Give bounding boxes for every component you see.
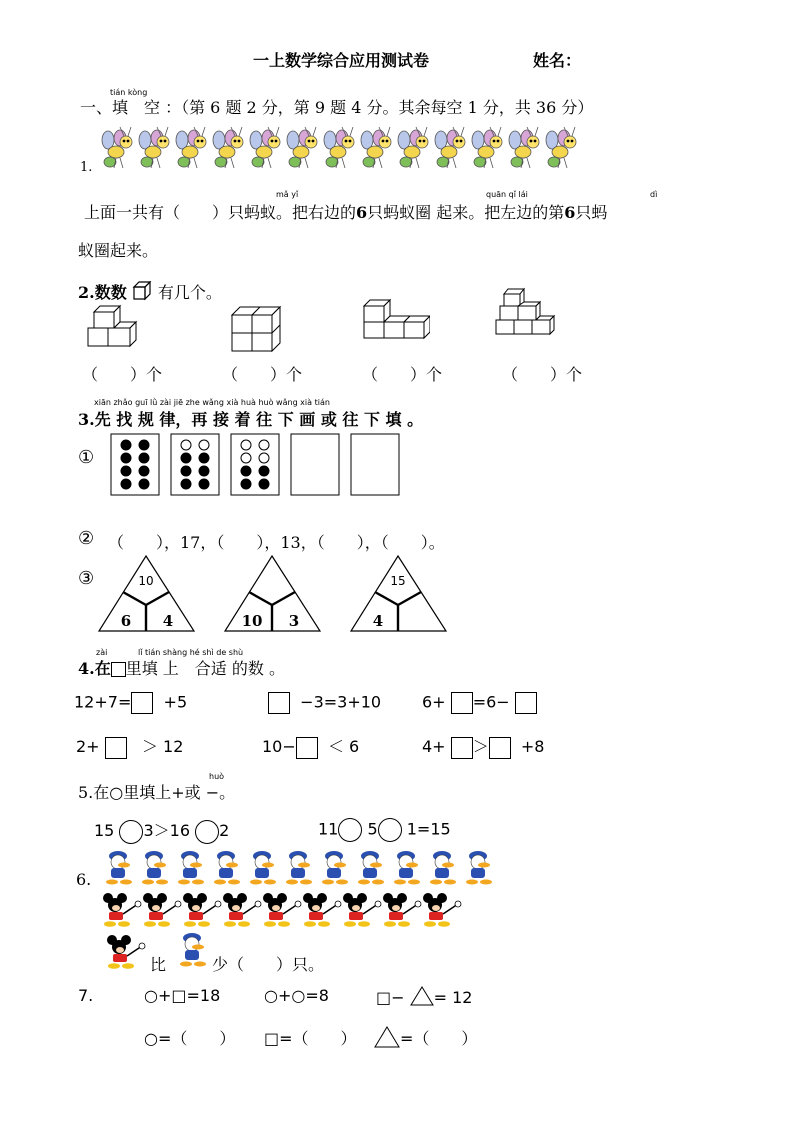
q5-label: 5.在○里填上+或 −。 <box>78 783 236 802</box>
q2-answer-2[interactable]: （ ）个 <box>222 365 303 384</box>
answer-circle[interactable] <box>119 820 143 844</box>
q3-label <box>78 407 423 430</box>
answer-box[interactable] <box>489 737 511 759</box>
answer-box[interactable] <box>515 692 537 714</box>
triangle-top-number[interactable]: 10 <box>138 574 154 588</box>
ant-icon <box>509 127 539 168</box>
cube-figure-3 <box>360 296 430 344</box>
donald-duck-icon <box>250 851 276 885</box>
pattern-dot <box>259 479 269 489</box>
dot-pattern <box>110 433 430 497</box>
q4-r2b: ＞ 12 <box>141 737 184 756</box>
answer-box[interactable] <box>451 692 473 714</box>
pinyin-mayi: mǎ yǐ <box>276 190 299 199</box>
q7-e3a: □− <box>376 988 405 1007</box>
q7-ans-2[interactable]: □=（ ） <box>264 1029 357 1048</box>
ant-icon <box>398 127 428 168</box>
q2-answer-3[interactable]: （ ）个 <box>362 365 443 384</box>
q4-r1a: 12+7= <box>74 692 132 712</box>
q1-text-a: 上面一共有（ ）只蚂蚁。把右边的 <box>84 203 357 222</box>
donald-duck-icon <box>358 851 384 885</box>
q1-text-c: 只蚂蚁圈 起来。把左边的第 <box>367 203 565 222</box>
q7-a3: =（ ） <box>400 1029 478 1048</box>
mickey-mouse-icon <box>223 893 261 927</box>
mickey-icon <box>104 934 148 970</box>
q4-label-b: 里填 上 合适 的数 。 <box>125 659 285 678</box>
pinyin-tiankong: tián kòng <box>110 88 148 97</box>
q5-e2a: 11 <box>318 819 339 839</box>
q5-e1b: 3＞16 <box>143 821 190 840</box>
q5-eq-1 <box>94 818 229 844</box>
q1-text-e: 只蚂 <box>575 203 608 222</box>
name-label: 姓名： <box>533 51 582 70</box>
q5-e2c: 1=15 <box>406 819 451 839</box>
donald-duck-icon <box>142 851 168 885</box>
ant-icon <box>324 127 354 168</box>
mickey-mouse-icon <box>103 893 141 927</box>
answer-box[interactable] <box>296 737 318 759</box>
answer-circle[interactable] <box>195 820 219 844</box>
pinyin-q4: lǐ tián shàng hé shì de shù <box>138 648 244 657</box>
pattern-dot <box>121 440 131 450</box>
answer-circle[interactable] <box>338 818 362 842</box>
mickey-mouse-icon <box>107 935 145 969</box>
q4-eq-2 <box>268 692 381 714</box>
q1-text-b: 6 <box>356 203 368 222</box>
pattern-dot <box>241 466 251 476</box>
ant-icon <box>435 127 465 168</box>
pattern-dot <box>121 453 131 463</box>
q3-circle-3: ③ <box>78 568 95 589</box>
q7-eq-1: ○+□=18 <box>144 986 221 1005</box>
q2-answer-1[interactable]: （ ）个 <box>82 365 163 384</box>
pattern-dot <box>241 440 251 450</box>
q7-number: 7. <box>78 986 94 1005</box>
donald-icon <box>172 930 212 970</box>
donald-duck-icon <box>394 851 420 885</box>
q7-eq-2: ○+○=8 <box>264 986 329 1005</box>
number-triangle <box>99 556 194 631</box>
q5-e1a: 15 <box>94 821 115 840</box>
pinyin-q3: xiān zhǎo guī lǜ zài jiē zhe wǎng xià huà huò wǎng xià tián <box>94 398 330 407</box>
ant-icon <box>287 127 317 168</box>
mickey-mouse-icon <box>143 893 181 927</box>
q3-sequence[interactable]: （ ），17，（ ），13，（ ），（ ）。 <box>108 533 445 552</box>
square-icon <box>111 662 126 677</box>
pattern-dot <box>181 479 191 489</box>
cube-figure-2 <box>228 305 284 353</box>
mickey-mouse-icon <box>183 893 221 927</box>
number-triangle <box>351 556 446 631</box>
mickey-mouse-icon <box>263 893 301 927</box>
pattern-dot <box>241 453 251 463</box>
q3-circle-1: ① <box>78 447 95 468</box>
q4-label-a: 4.在 <box>78 659 111 678</box>
q6-compare: 比 <box>150 955 167 974</box>
q6-answer[interactable]: 少（ ）只。 <box>212 955 325 974</box>
q4-r2c: 10− <box>262 737 296 756</box>
triangle-left-number[interactable]: 10 <box>241 612 263 630</box>
answer-box[interactable] <box>268 692 290 714</box>
q4-r2g: +8 <box>520 737 545 756</box>
donald-duck-icon <box>322 851 348 885</box>
pattern-dot <box>181 453 191 463</box>
triangle-right-number[interactable]: 3 <box>288 612 300 630</box>
q3-label-text: 3.先 找 规 律，再 接 着 往 下 画 或 往 下 填 。 <box>78 410 424 429</box>
donald-duck-icon <box>286 851 312 885</box>
pattern-dot <box>241 479 251 489</box>
section-heading: 一、填 空 ：（第 6 题 2 分，第 9 题 4 分。其余每空 1 分，共 36 分） <box>80 98 594 117</box>
q4-r2a: 2+ <box>76 737 100 756</box>
q4-r2e: 4+ <box>422 737 446 756</box>
donald-duck-icon <box>180 933 206 967</box>
q7-ans-3[interactable] <box>374 1026 477 1049</box>
triangle-left-number[interactable]: 6 <box>120 612 132 630</box>
pattern-dot <box>181 440 191 450</box>
pattern-dot <box>199 479 209 489</box>
ant-icon <box>472 127 502 168</box>
q4-r1b: +5 <box>163 692 188 712</box>
pattern-dot <box>199 440 209 450</box>
q2-tail: 有几个。 <box>157 283 222 302</box>
q4-eq-5 <box>262 734 359 759</box>
q1-line2: 蚁圈起来。 <box>78 241 159 260</box>
pattern-card[interactable] <box>351 434 399 495</box>
pinyin-huo: huò <box>209 772 225 781</box>
q1-line1 <box>84 200 607 223</box>
q4-label <box>78 656 285 679</box>
q4-eq-4 <box>76 734 183 759</box>
q4-eq-3 <box>422 692 537 714</box>
pattern-dot <box>139 479 149 489</box>
mickey-row <box>100 892 470 930</box>
mickey-mouse-icon <box>383 893 421 927</box>
q4-r1d: 6+ <box>422 692 446 712</box>
pattern-card <box>171 434 219 495</box>
donald-row <box>100 848 510 888</box>
q7-eq-3 <box>376 986 472 1007</box>
q4-r1e: =6− <box>472 692 510 712</box>
q3-circle-2: ② <box>78 528 95 549</box>
answer-circle[interactable] <box>378 818 402 842</box>
pattern-dot <box>259 440 269 450</box>
q4-eq-6 <box>422 734 544 759</box>
pattern-card <box>111 434 159 495</box>
q7-ans-1[interactable]: ○=（ ） <box>144 1029 236 1048</box>
q7-e3b: = 12 <box>433 988 473 1007</box>
page-title: 一上数学综合应用测试卷 <box>253 51 430 70</box>
pattern-dot <box>259 453 269 463</box>
pattern-dot <box>121 466 131 476</box>
ant-icon <box>361 127 391 168</box>
cube-icon <box>132 281 152 301</box>
cube-figure-4 <box>494 286 558 342</box>
ant-icon <box>250 127 280 168</box>
pinyin-zai: zài <box>96 648 108 657</box>
donald-duck-icon <box>430 851 456 885</box>
q4-r1c: −3=3+10 <box>300 692 382 712</box>
ant-icon <box>176 127 206 168</box>
donald-duck-icon <box>466 851 492 885</box>
cube-figure-1 <box>86 300 146 350</box>
pattern-dot <box>199 466 209 476</box>
pattern-card[interactable] <box>291 434 339 495</box>
ant-row <box>98 124 588 174</box>
mickey-mouse-icon <box>303 893 341 927</box>
pattern-dot <box>259 466 269 476</box>
triangle-icon <box>410 986 434 1006</box>
q5-e2b: 5 <box>367 819 378 839</box>
triangle-top-number[interactable]: 15 <box>390 574 406 588</box>
q5-eq-2 <box>318 818 451 842</box>
q4-eq-1 <box>74 692 187 714</box>
donald-duck-icon <box>106 851 132 885</box>
q4-r2f: ＞ <box>472 737 489 756</box>
answer-box[interactable] <box>131 692 153 714</box>
pattern-dot <box>121 479 131 489</box>
number-triangles <box>96 553 456 635</box>
q1-text-d: 6 <box>564 203 576 222</box>
ant-icon <box>139 127 169 168</box>
ant-icon <box>546 127 576 168</box>
pattern-dot <box>139 440 149 450</box>
pattern-card <box>231 434 279 495</box>
q2-label-text: 2.数数 <box>78 283 127 302</box>
q5-e1c: 2 <box>219 821 230 840</box>
pinyin-quanqilai: quān qǐ lái <box>486 190 528 199</box>
donald-duck-icon <box>214 851 240 885</box>
ant-icon <box>102 127 132 168</box>
ant-icon <box>213 127 243 168</box>
pattern-dot <box>139 453 149 463</box>
q1-number: 1. <box>80 160 93 175</box>
q2-answer-4[interactable]: （ ）个 <box>502 365 583 384</box>
mickey-mouse-icon <box>343 893 381 927</box>
donald-duck-icon <box>178 851 204 885</box>
pattern-dot <box>139 466 149 476</box>
pattern-dot <box>181 466 191 476</box>
number-triangle <box>225 556 320 631</box>
answer-box[interactable] <box>105 737 127 759</box>
pattern-dot <box>199 453 209 463</box>
triangle-right-number[interactable]: 4 <box>162 612 174 630</box>
triangle-icon <box>374 1026 400 1048</box>
mickey-mouse-icon <box>423 893 461 927</box>
pinyin-di: dì <box>650 190 658 199</box>
q6-number: 6. <box>76 870 92 889</box>
triangle-left-number[interactable]: 4 <box>372 612 384 630</box>
answer-box[interactable] <box>451 737 473 759</box>
q4-r2d: ＜ 6 <box>327 737 360 756</box>
